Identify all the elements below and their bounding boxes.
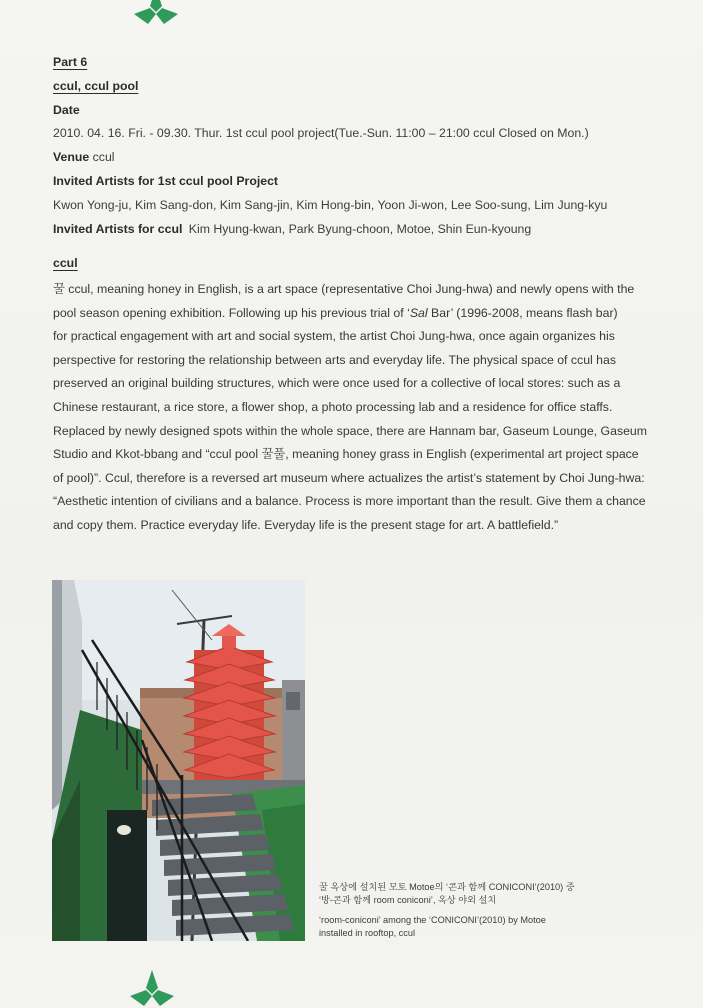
- venue-label: Venue: [53, 150, 90, 165]
- artists-ccul-line: [53, 220, 653, 238]
- flower-logo-icon: [122, 968, 182, 1008]
- body-line-3: for practical engagement with art and social system, the artist Choi Jung-hwa, once again organizes his: [53, 329, 615, 344]
- artists-ccul-label: Invited Artists for ccul: [53, 221, 183, 236]
- part-title-line: [53, 77, 653, 95]
- venue-line: [53, 148, 653, 166]
- body-line-4: perspective for restoring the relationship between arts and everyday life. The physical space of ccul has: [53, 352, 617, 367]
- body-line-7: Replaced by newly designed spots within the whole space, there are Hannam bar, Gaseum Lounge, Gaseum: [53, 423, 648, 438]
- caption-en-line-2: installed in rooftop, ccul: [319, 927, 416, 938]
- venue-value: ccul: [92, 150, 115, 165]
- flower-logo-icon: [126, 0, 186, 26]
- body-line-2-b: Bar’ (1996-2008, means flash bar): [427, 305, 618, 320]
- date-label: Date: [53, 102, 80, 117]
- body-line-5: preserved an original building structures, which were once used for a collective of local stores: such as a: [53, 376, 621, 391]
- body-line-11: and copy them. Practice everyday life. Everyday life is the present stage for art. A battlefield.”: [53, 517, 559, 532]
- artists-1st-label: Invited Artists for 1st ccul pool Project: [53, 173, 279, 188]
- rooftop-installation-image: [52, 580, 305, 941]
- body-line-2-em: Sal: [409, 305, 428, 320]
- part-label-line: [53, 53, 653, 71]
- artists-1st-label-line: [53, 172, 653, 190]
- body-line-10: “Aesthetic intention of civilians and a balance. Process is more important than the result. Give them a chance: [53, 494, 646, 509]
- artists-1st-value: Kwon Yong-ju, Kim Sang-don, Kim Sang-jin, Kim Hong-bin, Yoon Ji-won, Lee Soo-sung, Lim Jung-kyu: [53, 197, 608, 212]
- part-title: ccul, ccul pool: [53, 78, 139, 93]
- caption-ko-line-2: ‘방-콘과 함께 room coniconi’, 옥상 야외 설치: [319, 894, 497, 905]
- body-line-8: Studio and Kkot-bbang and “ccul pool 꿀풀, meaning honey grass in English (experimental art project space: [53, 447, 639, 462]
- body-line-2: [53, 302, 653, 326]
- part-label: Part 6: [53, 55, 88, 69]
- date-label-line: [53, 101, 653, 119]
- installation-photo: [52, 580, 305, 941]
- body-line-9: of pool)”. Ccul, therefore is a reversed art museum where actualizes the artist’s statement by Choi Jung-hwa:: [53, 470, 645, 485]
- section-body: [53, 278, 653, 538]
- artists-ccul-value: Kim Hyung-kwan, Park Byung-choon, Motoe, Shin Eun-kyoung: [188, 221, 532, 236]
- exhibition-info: [53, 53, 653, 243]
- caption-ko-line-1: 꿀 옥상에 설치된 모토 Motoe의 ‘콘과 함께 CONICONI’(2010) 중: [319, 882, 575, 892]
- photo-caption: [319, 881, 629, 939]
- section-title: ccul: [53, 256, 78, 270]
- body-line-2-a: pool season opening exhibition. Following up his previous trial of ‘: [53, 305, 410, 320]
- date-value: 2010. 04. 16. Fri. - 09.30. Thur. 1st ccul pool project(Tue.-Sun. 11:00 – 21:00 ccul Closed on Mon.): [53, 126, 589, 141]
- body-line-6: Chinese restaurant, a rice store, a flower shop, a photo processing lab and a residence for office staffs.: [53, 399, 613, 414]
- body-line-1: 꿀 ccul, meaning honey in English, is a art space (representative Choi Jung-hwa) and newly opens with the: [53, 282, 635, 296]
- caption-en-line-1: ‘room-coniconi’ among the ‘CONICONI’(2010) by Motoe: [319, 915, 546, 925]
